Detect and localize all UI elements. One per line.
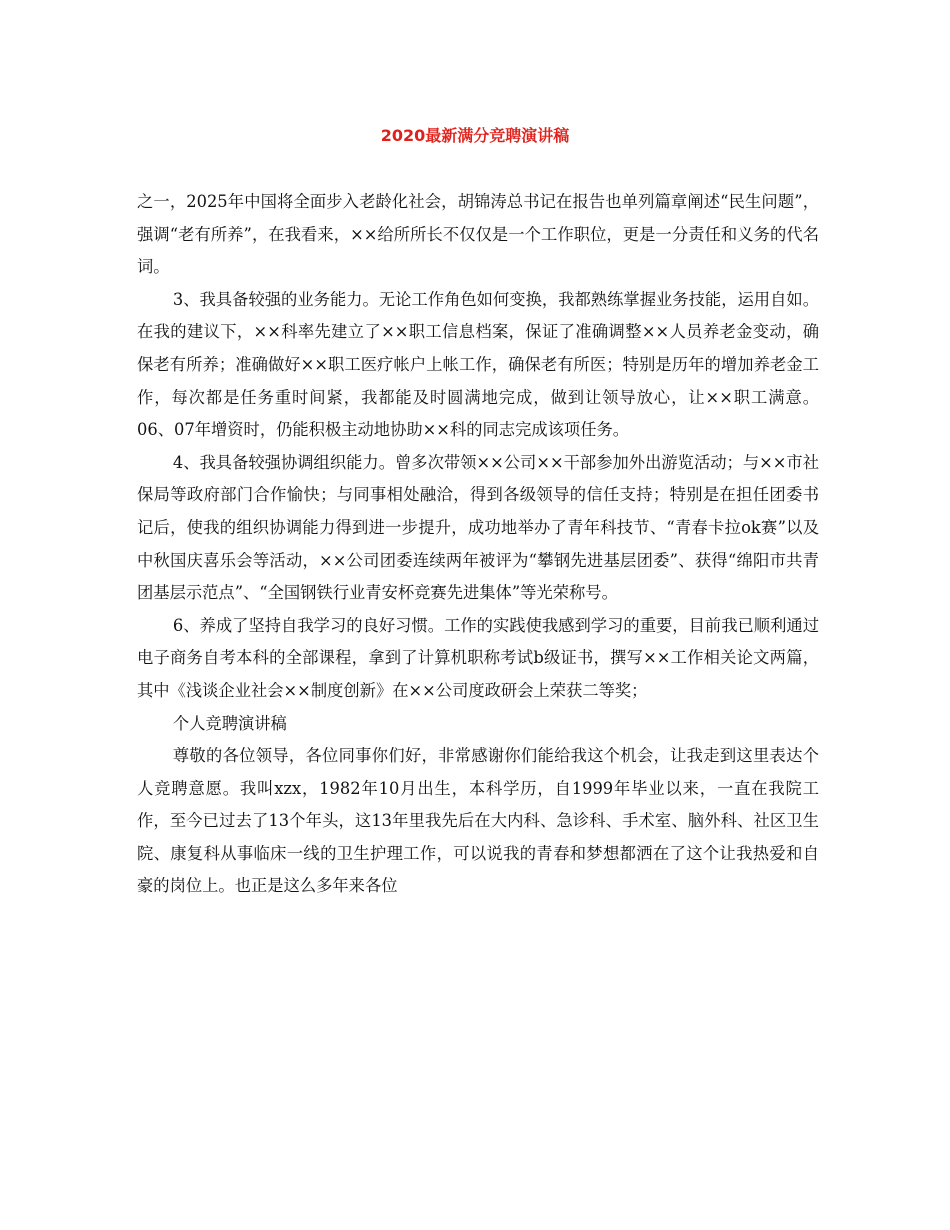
section-heading: 个人竞聘演讲稿 — [172, 713, 287, 733]
paragraph-5: 尊敬的各位领导，各位同事你们好，非常感谢你们能给我这个机会，让我走到这里表达个人竞聘意愿。我叫xzx，1982年10月出生，本科学历，自1999年毕业以来，一直在我院工作，至今已过去了13个年头，这13年里我先后在大内科、急诊科、手术室、脑外科、社区卫生院、康复科从事临床一线的卫生护理工作，可以说我的青春和梦想都洒在了这个让我热爱和自豪的岗位上。也正是这么多年来各位 — [137, 746, 819, 896]
paragraph-3: 4、我具备较强协调组织能力。曾多次带领××公司××干部参加外出游览活动；与××市社保局等政府部门合作愉快；与同事相处融洽，得到各级领导的信任支持；特别是在担任团委书记后，使我的组织协调能力得到进一步提升，成功地举办了青年科技节、“青春卡拉ok赛”以及中秋国庆喜乐会等活动，××公司团委连续两年被评为“攀钢先进基层团委”、获得“绵阳市共青团基层示范点”、“全国钢铁行业青安杯竞赛先进集体”等光荣称号。 — [137, 452, 819, 603]
paragraph-1: 之一，2025年中国将全面步入老龄化社会，胡锦涛总书记在报告也单列篇章阐述“民生问题”，强调“老有所养”，在我看来，××给所所长不仅仅是一个工作职位，更是一分责任和义务的代名词。 — [137, 192, 819, 277]
document-title: 2020最新满分竞聘演讲稿 — [380, 126, 570, 145]
paragraph-4: 6、养成了坚持自我学习的良好习惯。工作的实践使我感到学习的重要，目前我已顺利通过电子商务自考本科的全部课程，拿到了计算机职称考试b级证书，撰写××工作相关论文两篇，其中《浅谈企业社会××制度创新》在××公司度政研会上荣获二等奖； — [137, 615, 819, 700]
document-body — [137, 186, 819, 903]
paragraph-2: 3、我具备较强的业务能力。无论工作角色如何变换，我都熟练掌握业务技能，运用自如。在我的建议下，××科率先建立了××职工信息档案，保证了准确调整××人员养老金变动，确保老有所养；准确做好××职工医疗帐户上帐工作，确保老有所医；特别是历年的增加养老金工作，每次都是任务重时间紧，我都能及时圆满地完成，做到让领导放心，让××职工满意。06、07年增资时，仍能积极主动地协助××科的同志完成该项任务。 — [137, 289, 819, 440]
